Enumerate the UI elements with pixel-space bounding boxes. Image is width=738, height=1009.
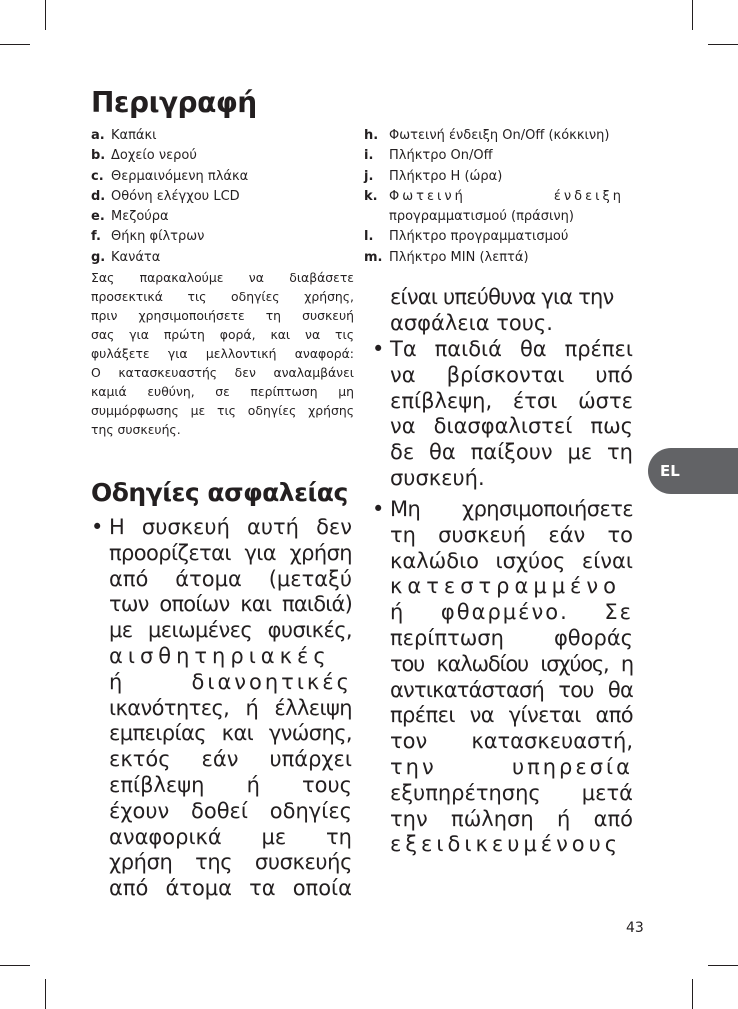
safety-paragraph-3 <box>390 497 633 858</box>
list-item <box>91 227 351 247</box>
text-line: χρήση της συσκευής <box>109 850 352 875</box>
item-letter: g. <box>91 249 106 265</box>
text-line: Μη χρησιμοποιήσετε <box>390 497 633 521</box>
list-item <box>91 146 351 166</box>
text-line: συσκευή. <box>390 465 485 490</box>
item-letter: m. <box>364 249 383 265</box>
item-letter: b. <box>91 148 106 164</box>
notice-line: φυλάξετε για μελλοντική αναφορά: <box>91 346 354 361</box>
text-line: κατεστραμμένο <box>390 574 621 599</box>
text-line: Τα παιδιά θα πρέπει <box>390 337 633 361</box>
crop-mark <box>45 0 46 30</box>
text-line: των οποίων και παιδιά) <box>109 592 352 617</box>
safety-heading: Οδηγίες ασφαλείας <box>91 478 348 507</box>
item-text: Πλήκτρο MIN (λεπτά) <box>389 249 529 265</box>
item-letter: j. <box>364 168 374 184</box>
text-line: τη συσκευή εάν το <box>390 522 633 547</box>
list-item <box>364 146 624 166</box>
text-line: αντικατάστασή του θα <box>390 677 633 702</box>
instructions-notice <box>91 268 354 439</box>
text-line: επίβλεψη ή τους <box>109 772 352 797</box>
list-item <box>364 227 624 247</box>
parts-list-left <box>91 126 351 268</box>
list-item <box>91 207 351 227</box>
text-line: δε θα παίξουν με τη <box>390 440 633 465</box>
notice-line: σας για πρώτη φορά, και να τις <box>91 327 354 342</box>
text-line: αισθητηριακές <box>109 643 331 668</box>
text-line: προορίζεται για χρήση <box>109 540 352 565</box>
item-letter: h. <box>364 128 379 143</box>
item-text <box>389 187 624 228</box>
notice-line: προσεκτικά τις οδηγίες χρήσης, <box>91 289 354 304</box>
bullet-icon: • <box>372 337 385 361</box>
item-text: Καπάκι <box>111 128 157 143</box>
item-letter: i. <box>364 148 374 164</box>
parts-list-right <box>364 126 624 268</box>
text-line: από άτομα τα οποία <box>109 876 352 901</box>
text-line: πρέπει να γίνεται από <box>390 703 633 728</box>
text-line: να βρίσκονται υπό <box>390 362 633 387</box>
list-item <box>91 187 351 207</box>
item-text: Πλήκτρο On/Off <box>389 148 493 164</box>
text-line: είναι υπεύθυνα για την <box>390 285 614 309</box>
text-line: τον κατασκευαστή, <box>390 729 633 754</box>
text-line: περίπτωση φθοράς <box>390 625 633 650</box>
language-tab: EL <box>648 448 738 494</box>
text-line: εξυπηρέτησης μετά <box>390 780 633 805</box>
item-letter: d. <box>91 188 106 204</box>
safety-paragraph-2 <box>390 337 633 492</box>
text-line: από άτομα (μεταξύ <box>109 566 352 591</box>
crop-mark <box>0 44 30 45</box>
item-letter: c. <box>91 168 104 184</box>
safety-paragraph-1 <box>109 515 352 902</box>
item-text: Πλήκτρο προγραμματισμού <box>389 229 569 245</box>
text-line: ή φθαρμένο. Σε <box>390 600 633 625</box>
item-letter: f. <box>91 229 101 245</box>
text-line: καλώδιο ισχύος είναι <box>390 548 633 573</box>
crop-mark <box>45 979 46 1009</box>
notice-line: πριν χρησιμοποιήσετε τη συσκευή <box>91 308 354 323</box>
text-line: έχουν δοθεί οδηγίες <box>109 798 352 823</box>
text-line: με μειωμένες φυσικές, <box>109 618 352 643</box>
page-title: Περιγραφή <box>91 86 257 119</box>
crop-mark <box>0 965 30 966</box>
notice-line: συμμόρφωσης με τις οδηγίες χρήσης <box>91 403 354 418</box>
text-line: εξειδικευμένους <box>390 832 622 857</box>
notice-line: Ο κατασκευαστής δεν αναλαμβάνει <box>91 365 354 380</box>
item-letter: a. <box>91 128 105 143</box>
item-text: Θήκη φίλτρων <box>111 229 205 245</box>
item-text: Οθόνη ελέγχου LCD <box>111 188 240 204</box>
list-item <box>364 248 624 268</box>
safety-paragraph-1-continued <box>390 285 633 337</box>
item-text: Φωτεινή ένδειξη On/Off (κόκκινη) <box>389 128 610 143</box>
page-number: 43 <box>626 920 644 936</box>
text-line: την πώληση ή από <box>390 806 633 831</box>
text-line: ικανότητες, ή έλλειψη <box>109 695 352 720</box>
text-line: να διασφαλιστεί πως <box>390 414 633 439</box>
text-line: επίβλεψη, έτσι ώστε <box>390 388 633 413</box>
list-item <box>364 187 624 228</box>
crop-mark <box>708 965 738 966</box>
text-line: εκτός εάν υπάρχει <box>109 747 352 772</box>
notice-line: καμιά ευθύνη, σε περίπτωση μη <box>91 384 354 399</box>
bullet-icon: • <box>91 515 104 539</box>
text-line: Η συσκευή αυτή δεν <box>109 515 352 539</box>
item-letter: e. <box>91 209 105 225</box>
text-line: ή διανοητικές <box>109 669 352 694</box>
text-line: του καλωδίου ισχύος, η <box>390 651 633 676</box>
list-item <box>364 126 624 146</box>
text-line: ασφάλεια τους. <box>390 310 553 335</box>
notice-line: Σας παρακαλούμε να διαβάσετε <box>91 270 354 285</box>
notice-line: της συσκευής. <box>91 422 181 437</box>
list-item <box>91 248 351 268</box>
list-item <box>91 126 351 146</box>
text-line: αναφορικά με τη <box>109 824 352 849</box>
item-text: Κανάτα <box>111 249 161 265</box>
text-line: την υπηρεσία <box>390 754 633 779</box>
text-line: εμπειρίας και γνώσης, <box>109 721 352 746</box>
item-text: Μεζούρα <box>111 209 169 225</box>
item-text-line: προγραμματισμού (πράσινη) <box>389 209 574 225</box>
crop-mark <box>708 44 738 45</box>
bullet-icon: • <box>372 497 385 521</box>
crop-mark <box>692 979 693 1009</box>
list-item <box>364 167 624 187</box>
item-text: Πλήκτρο H (ώρα) <box>389 168 503 184</box>
item-text: Θερμαινόμενη πλάκα <box>111 168 249 184</box>
crop-mark <box>692 0 693 30</box>
list-item <box>91 167 351 187</box>
item-text: Δοχείο νερού <box>111 148 197 164</box>
item-text-line: Φωτεινή ένδειξη <box>389 188 624 204</box>
item-letter: l. <box>364 229 374 245</box>
item-letter: k. <box>364 188 378 204</box>
